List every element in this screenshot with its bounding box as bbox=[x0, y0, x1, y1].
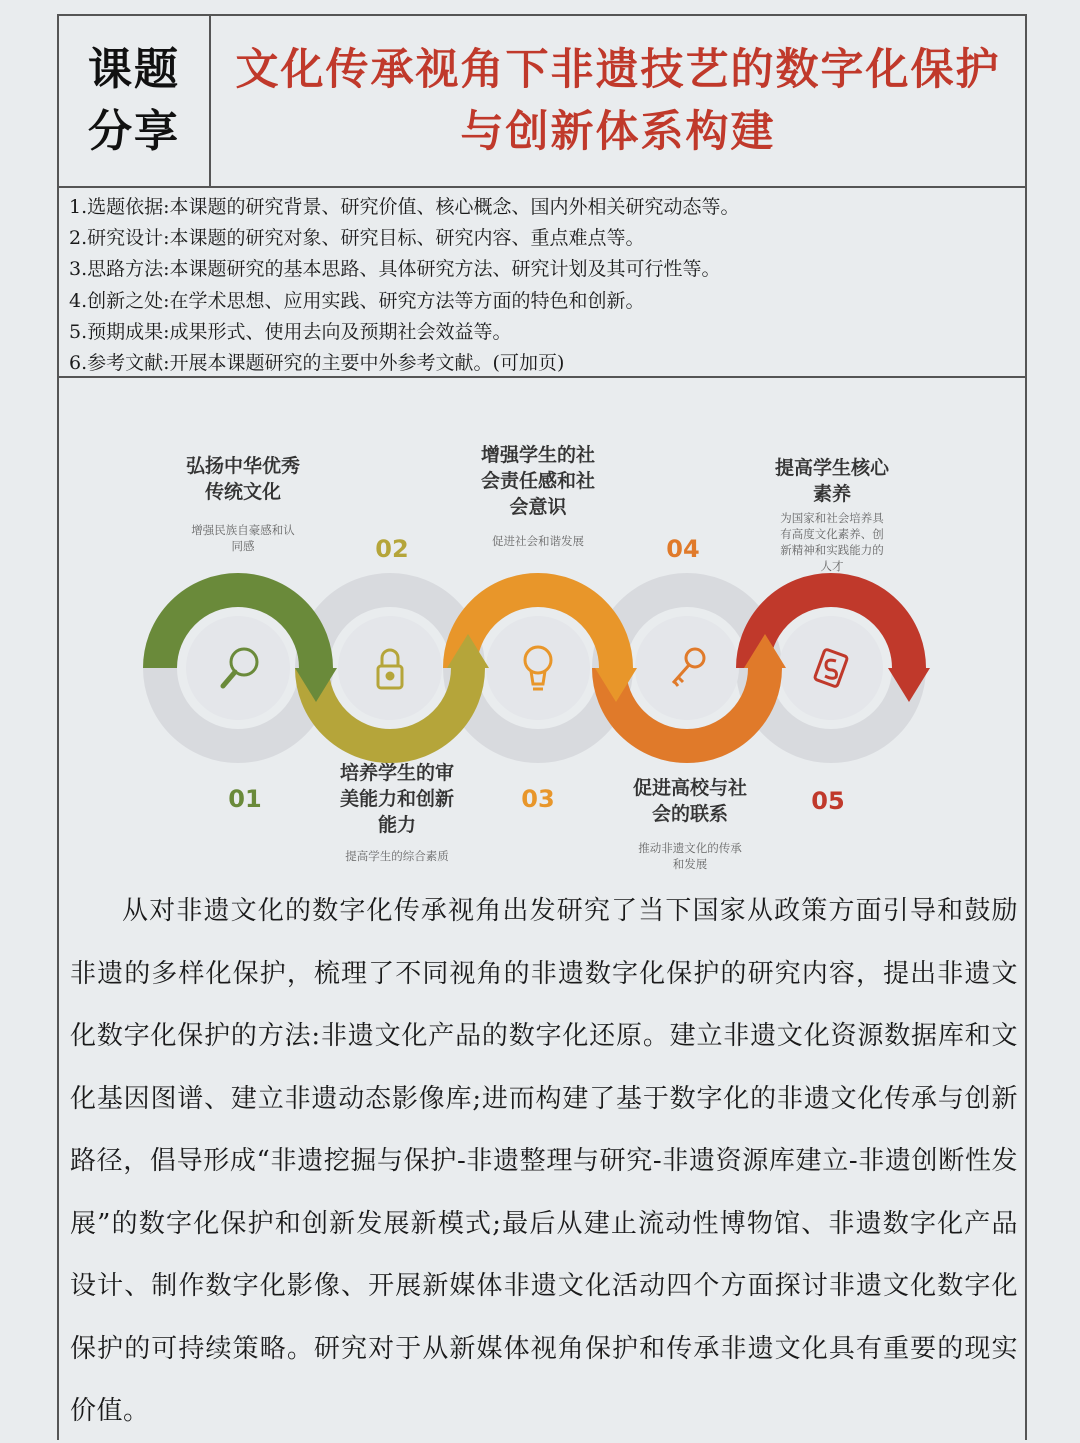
step-5-desc: 为国家和社会培养具 有高度文化素养、创 新精神和实践能力的 人才 bbox=[780, 511, 884, 573]
step-2-desc: 提高学生的综合素质 bbox=[345, 849, 449, 863]
step-2-number: 02 bbox=[375, 535, 409, 563]
step-4-title: 促进高校与社 会的联系 bbox=[632, 777, 747, 825]
step-1-number: 01 bbox=[228, 785, 262, 813]
section-label-line2: 分享 bbox=[88, 106, 180, 157]
step-5-title: 提高学生核心 素养 bbox=[774, 457, 889, 505]
step-4-number: 04 bbox=[666, 535, 700, 563]
guideline-item: 4.创新之处:在学术思想、应用实践、研究方法等方面的特色和创新。 bbox=[69, 289, 645, 312]
guidelines-list bbox=[59, 188, 1025, 378]
header-row bbox=[59, 16, 1025, 188]
guideline-item: 5.预期成果:成果形式、使用去向及预期社会效益等。 bbox=[69, 320, 512, 343]
step-3-title: 增强学生的社 会责任感和社 会意识 bbox=[480, 444, 595, 518]
step-3-desc: 促进社会和谐发展 bbox=[492, 534, 584, 548]
step-5-number: 05 bbox=[811, 787, 845, 815]
summary-paragraph: 从对非遗文化的数字化传承视角出发研究了当下国家从政策方面引导和鼓励非遗的多样化保护，梳理了不同视角的非遗数字化保护的研究内容，提出非遗文化数字化保护的方法:非遗文化产品的数字化还原。建立非遗文化资源数据库和文化基因图谱、建立非遗动态影像库;进而构建了基于数字化的非遗文化传承与创新路径，倡导形成“非遗挖掘与保护-非遗整理与研究-非遗资源库建立-非遗创断性发展”的数字化保护和创新发展新模式;最后从建止流动性博物馆、非遗数字化产品设计、制作数字化影像、开展新媒体非遗文化活动四个方面探讨非遗文化数字化保护的可持续策略。研究对于从新媒体视角保护和传承非遗文化具有重要的现实价值。 bbox=[70, 896, 1018, 1426]
guideline-item: 3.思路方法:本课题研究的基本思路、具体研究方法、研究计划及其可行性等。 bbox=[69, 258, 721, 281]
step-1-desc: 增强民族自豪感和认 同感 bbox=[191, 523, 295, 553]
section-label bbox=[59, 16, 211, 186]
page-title bbox=[211, 16, 1025, 186]
step-1-title: 弘扬中华优秀 传统文化 bbox=[185, 455, 300, 503]
step-4-desc: 推动非遗文化的传承 和发展 bbox=[638, 841, 742, 871]
section-label-line1: 课题 bbox=[88, 44, 180, 95]
guideline-item: 6.参考文献:开展本课题研究的主要中外参考文献。(可加页) bbox=[69, 352, 565, 375]
page-title-line2: 与创新体系构建 bbox=[460, 107, 776, 157]
step-2-title: 培养学生的审 美能力和创新 能力 bbox=[339, 762, 454, 836]
process-infographic bbox=[95, 430, 935, 880]
page-title-line1: 文化传承视角下非遗技艺的数字化保护 bbox=[235, 45, 1001, 95]
step-3-number: 03 bbox=[521, 785, 555, 813]
guideline-item: 2.研究设计:本课题的研究对象、研究目标、研究内容、重点难点等。 bbox=[69, 227, 645, 250]
guideline-item: 1.选题依据:本课题的研究背景、研究价值、核心概念、国内外相关研究动态等。 bbox=[69, 196, 740, 218]
